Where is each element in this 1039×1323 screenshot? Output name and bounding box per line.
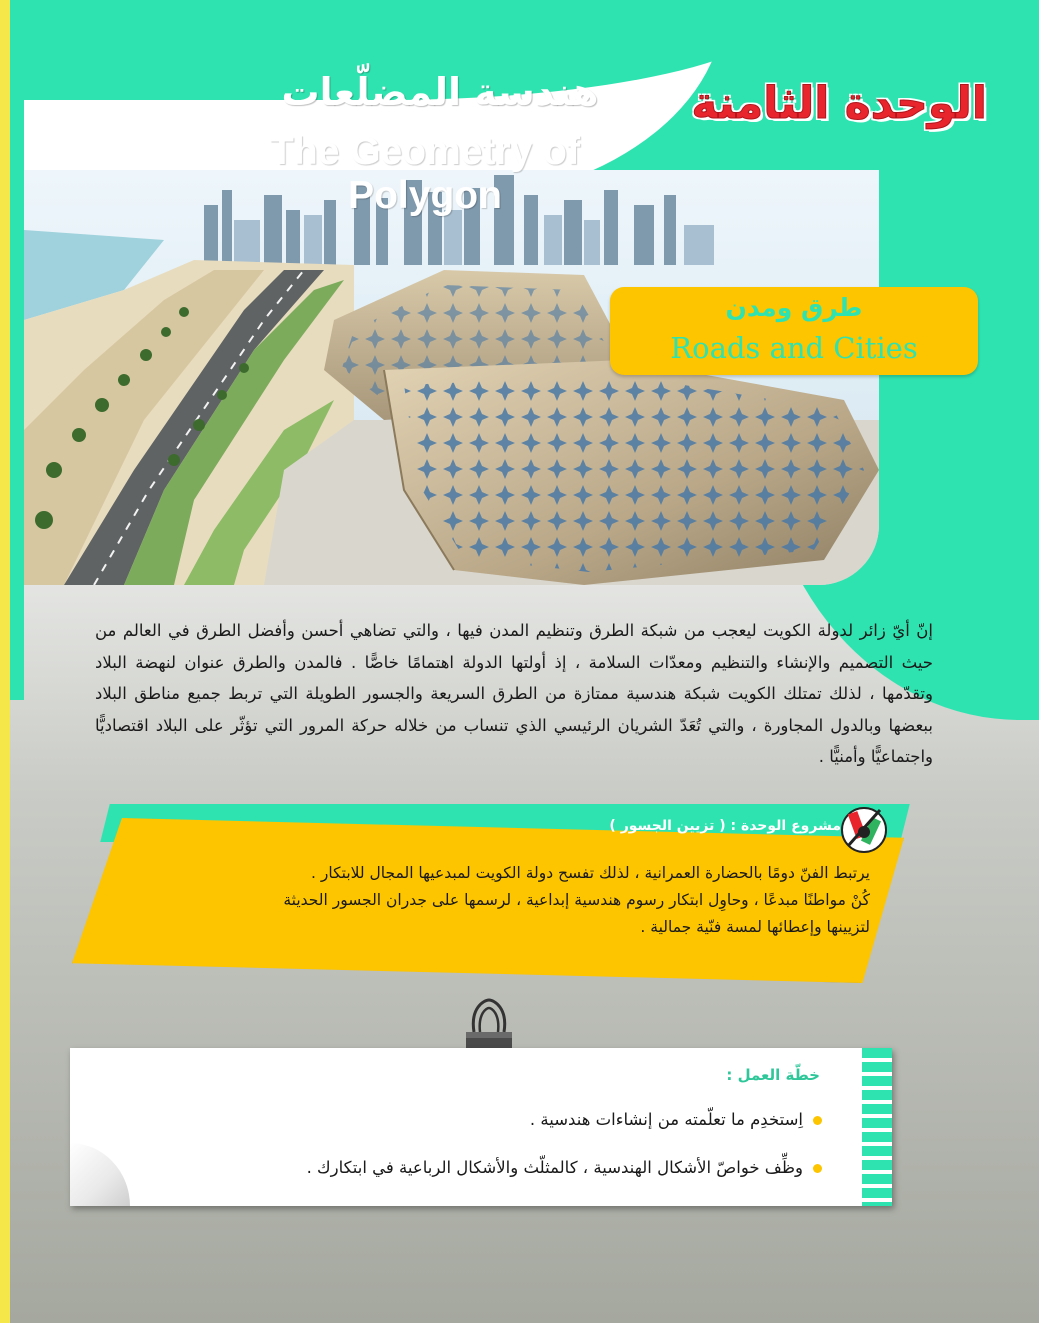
left-yellow-strip [0, 0, 10, 1323]
bullet-icon [813, 1164, 822, 1173]
art-palette-icon [838, 800, 890, 858]
work-plan-item [530, 1110, 822, 1129]
chapter-title-arabic: هندسة المضلّعات [281, 70, 599, 114]
bullet-icon [813, 1116, 822, 1125]
lesson-title-box [610, 287, 978, 375]
kuwait-city-photo [24, 170, 879, 585]
project-line: كُنْ مواطنًا مبدعًا ، وحاوِل ابتكار رسوم هندسية إبداعية ، لرسمها على جدران الجسور الحديثة [283, 891, 870, 909]
work-plan-item-text: وظِّف خواصّ الأشكال الهندسية ، كالمثلّث والأشكال الرباعية في ابتكارك . [306, 1158, 803, 1177]
project-line: يرتبط الفنّ دومًا بالحضارة العمرانية ، لذلك تفسح دولة الكويت لمبدعيها المجال للابتكار . [311, 864, 870, 882]
page-curl [70, 1143, 130, 1206]
intro-paragraph: إنّ أيّ زائر لدولة الكويت ليعجب من شبكة الطرق وتنظيم المدن فيها ، والتي تضاهي أحسن وأفضل الطرق في العالم من حيث التصميم والإنشاء والتنظيم ومعدّات السلامة ، إذ أولتها الدولة اهتمامًا خاصًّا . فالمدن والطرق عنوان لنهضة البلاد وتقدّمها ، لذلك تمتلك الكويت شبكة هندسية ممتازة من الطرق السريعة والجسور الطويلة التي تربط جميع مناطق البلاد ببعضها وبالدول المجاورة ، والتي تُعَدّ الشريان الرئيسي الذي تنساب من خلاله حركة المرور التي تؤثّر على البلاد اقتصاديًّا واجتماعيًّا وأمنيًّا . [95, 621, 933, 766]
lesson-title-arabic: طرق ومدن [725, 293, 863, 322]
perforated-edge [862, 1048, 892, 1206]
project-line: لتزيينها وإعطائها لمسة فنّية جمالية . [640, 918, 870, 936]
project-text [180, 860, 870, 941]
project-label: مشروع الوحدة : ( تزيين الجسور ) [609, 818, 841, 834]
chapter-title-english: The Geometry of Polygon [270, 130, 580, 217]
lesson-title-english: Roads and Cities [670, 331, 918, 365]
work-plan-title: خطّة العمل : [726, 1066, 820, 1084]
unit-title: الوحدة الثامنة [691, 78, 987, 129]
work-plan-card [70, 1048, 892, 1206]
work-plan-item [307, 1158, 822, 1177]
work-plan-item-text: اِستخدِم ما تعلّمته من إنشاءات هندسية . [529, 1110, 803, 1129]
left-teal-strip [10, 0, 24, 700]
